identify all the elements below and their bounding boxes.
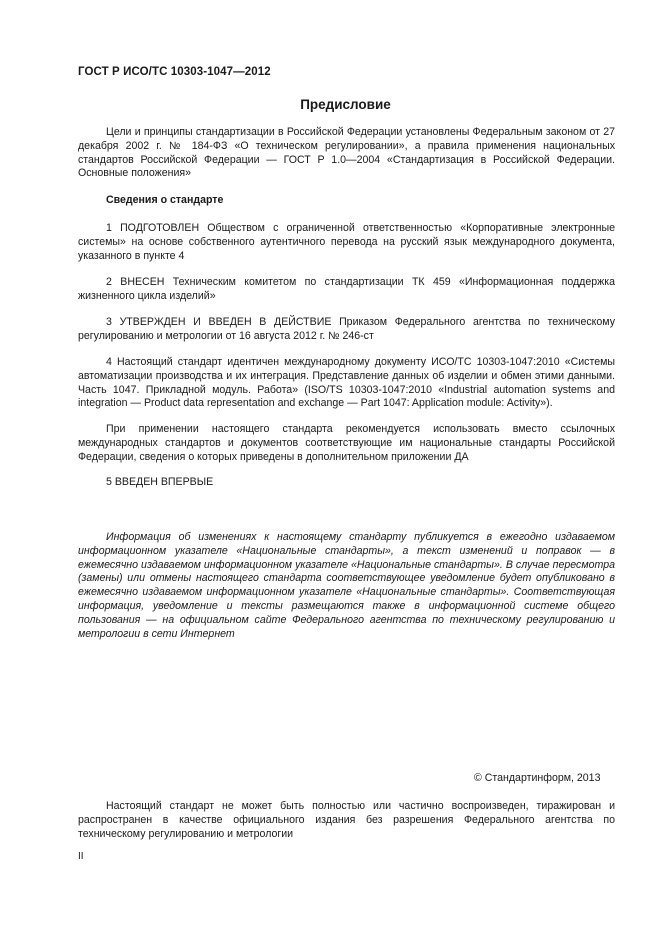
item-5-paragraph: 5 ВВЕДЕН ВПЕРВЫЕ — [106, 476, 214, 488]
item-3-paragraph: 3 УТВЕРЖДЕН И ВВЕДЕН В ДЕЙСТВИЕ Приказом Федерального агентства по техническому регулированию и метрологии от 16 августа 2012 г. № 246-ст — [78, 316, 615, 342]
item-1-paragraph: 1 ПОДГОТОВЛЕН Обществом с ограниченной ответственностью «Корпоративные электронные системы» на основе собственного аутентичного перевода на русский язык международного документа, указанного в пункте 4 — [78, 222, 615, 262]
rights-paragraph: Настоящий стандарт не может быть полностью или частично воспроизведен, тиражирован и распространен в качестве официального издания без разрешения Федерального агентства по техническому регулированию и метрологии — [78, 800, 615, 840]
page-number: II — [78, 851, 84, 862]
references-paragraph: При применении настоящего стандарта рекомендуется использовать вместо ссылочных международных стандартов и документов соответствующие им национальные стандарты Российской Федерации, сведения о которых приведены в дополнительном приложении ДА — [78, 423, 615, 463]
page-title: Предисловие — [300, 97, 391, 112]
item-2-paragraph: 2 ВНЕСЕН Техническим комитетом по стандартизации ТК 459 «Информационная поддержка жизненного цикла изделий» — [78, 276, 615, 302]
item-4-paragraph: 4 Настоящий стандарт идентичен международному документу ИСО/ТС 10303-1047:2010 «Системы автоматизации производства и их интеграция. Представление данных об изделии и обмен этими данными. Часть 1047. Прикладной модуль. Работа» (ISO/TS 10303-1047:2010 «Industrial automation systems and integration — Product data representation and exchange — Part 1047: Application module: Activity»). — [78, 356, 615, 410]
intro-paragraph: Цели и принципы стандартизации в Российской Федерации установлены Федеральным законом от 27 декабря 2002 г. № 184-ФЗ «О техническом регулировании», а правила применения национальных стандартов Российской Федерации — ГОСТ Р 1.0—2004 «Стандартизация в Российской Федерации. Основные положения» — [78, 126, 615, 180]
section-heading: Сведения о стандарте — [106, 194, 224, 206]
document-code-header: ГОСТ Р ИСО/ТС 10303-1047—2012 — [78, 66, 271, 78]
copyright-line: © Стандартинформ, 2013 — [474, 772, 601, 784]
notice-paragraph: Информация об изменениях к настоящему стандарту публикуется в ежегодно издаваемом информационном указателе «Национальные стандарты», а текст изменений и поправок — в ежемесячно издаваемом информационном указателе «Национальные стандарты». В случае пересмотра (замены) или отмены настоящего стандарта соответствующее уведомление будет опубликовано в ежемесячно издаваемом информационном указателе «Национальные стандарты». Соответствующая информация, уведомление и тексты размещаются также в информационной системе общего пользования — на официальном сайте Федерального агентства по техническому регулированию и метрологии в сети Интернет — [78, 531, 615, 640]
